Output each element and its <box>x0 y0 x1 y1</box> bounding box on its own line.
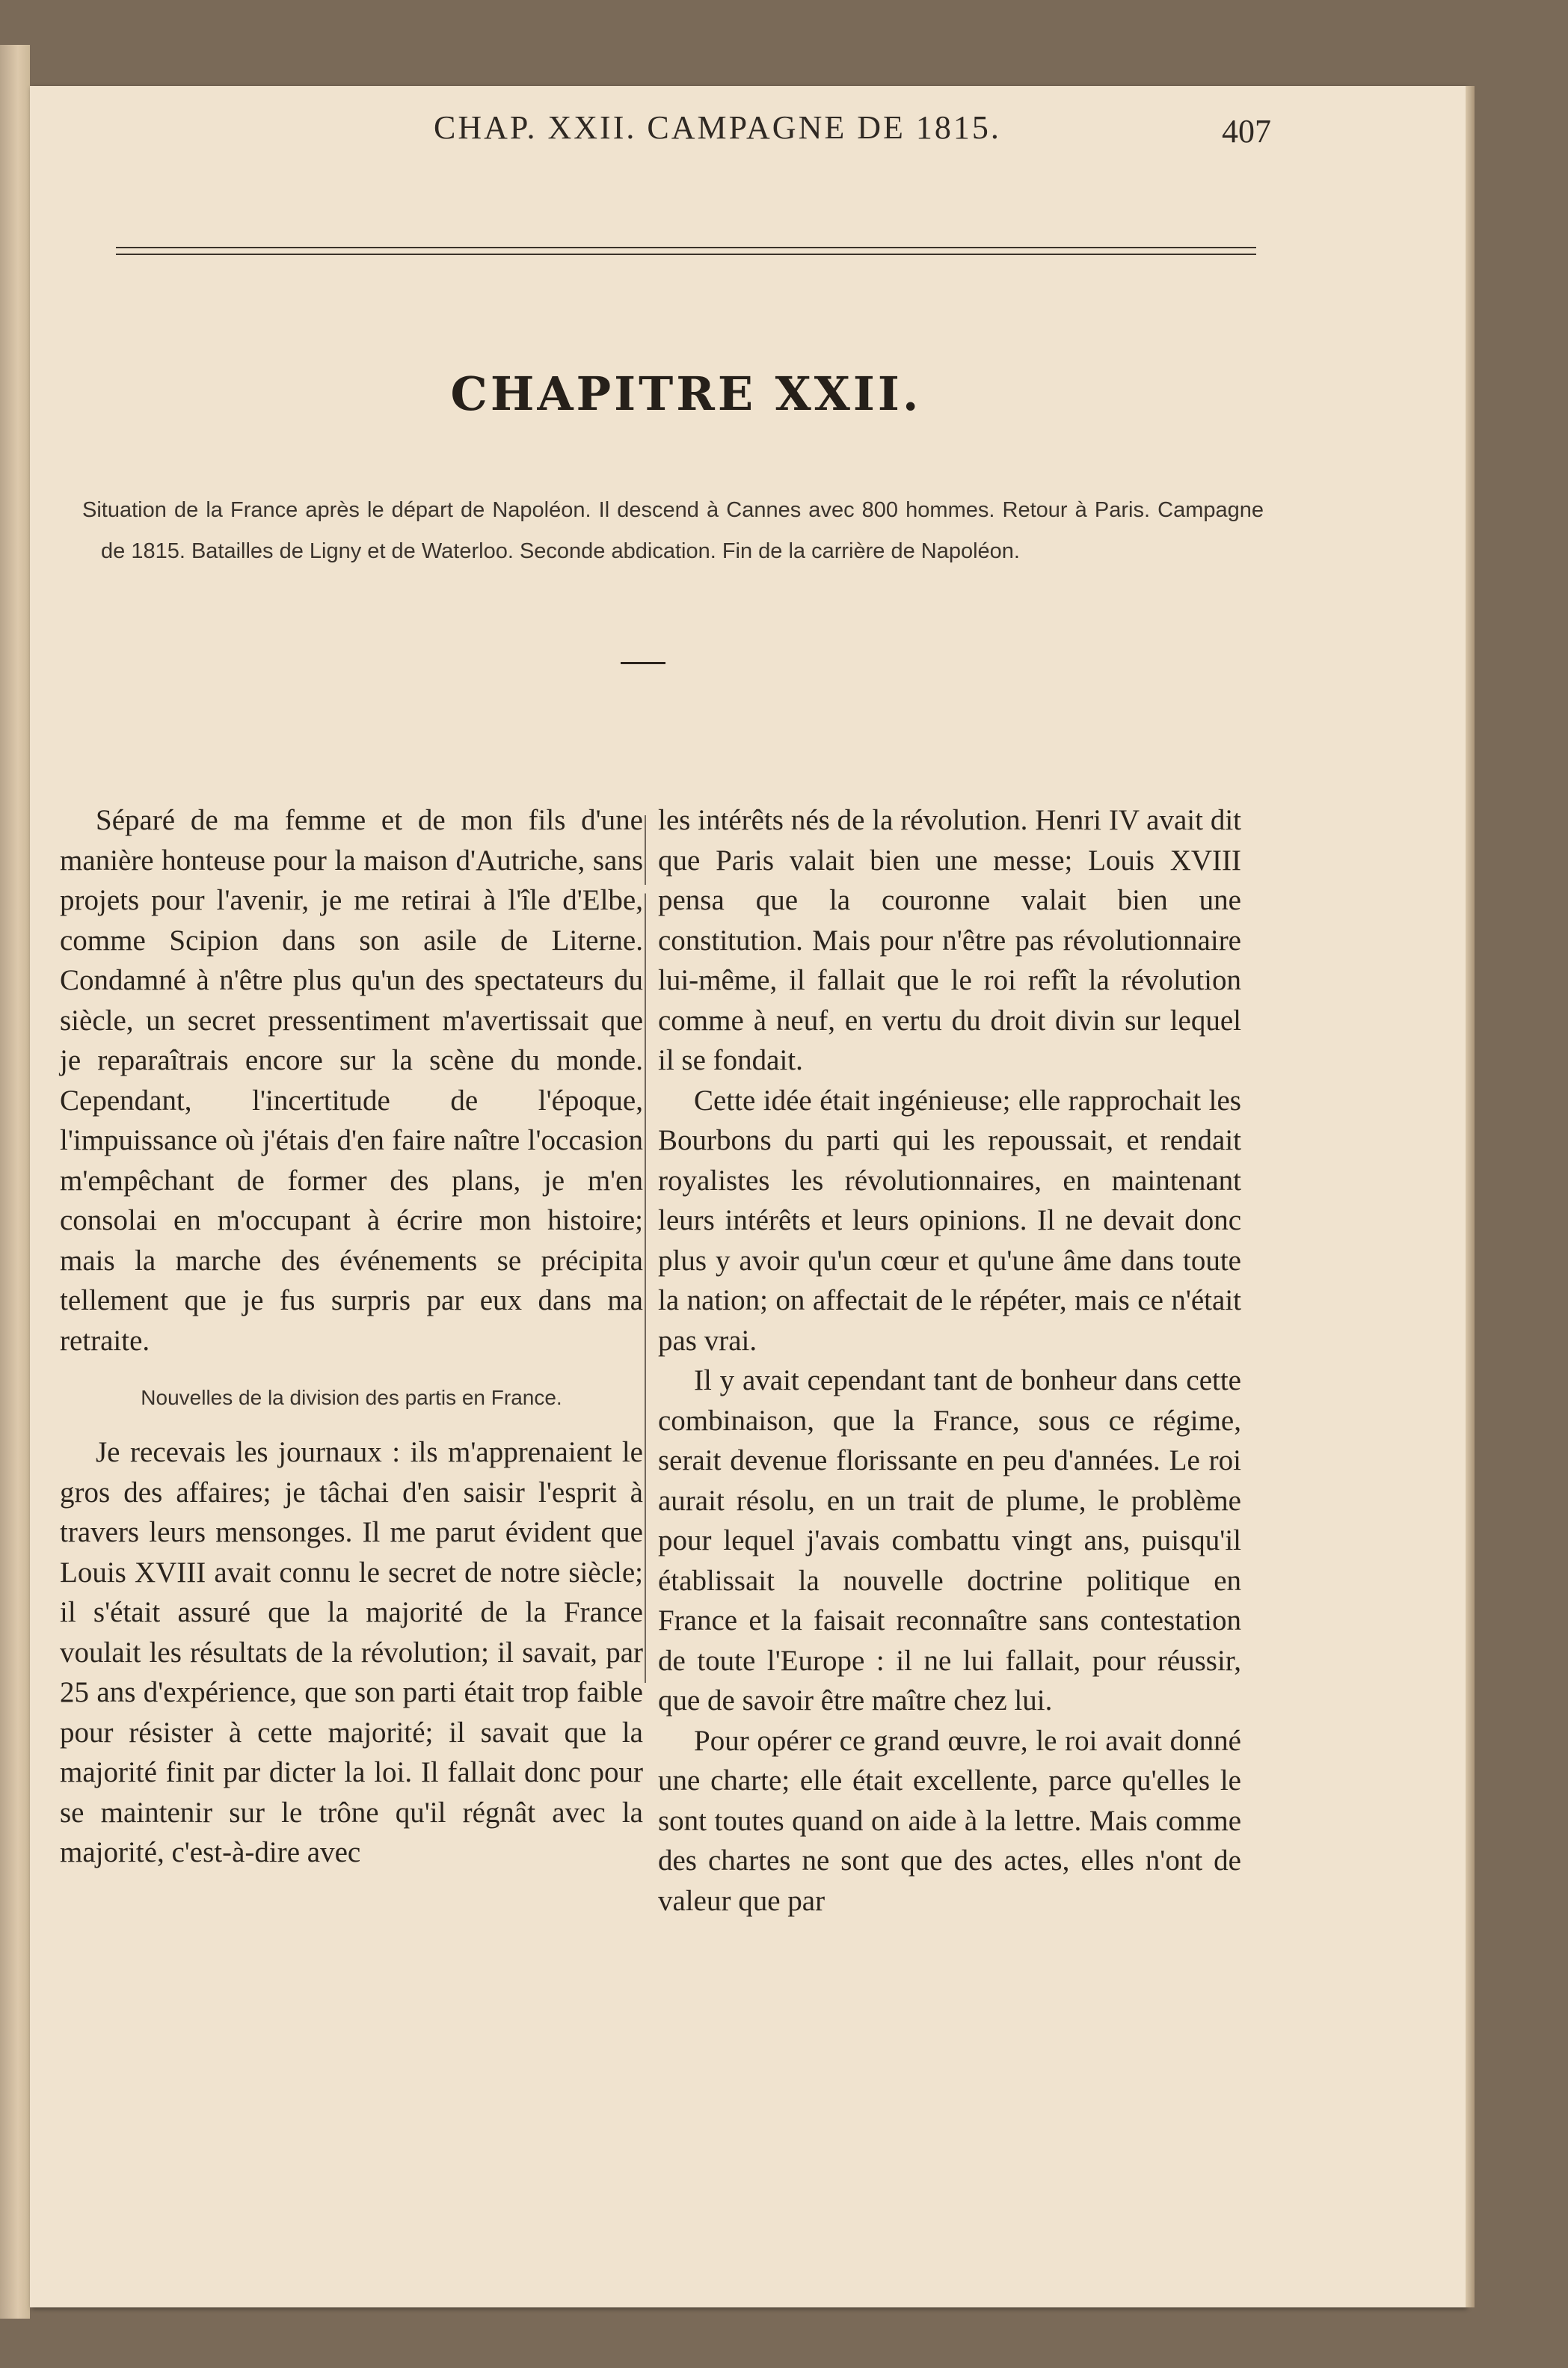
chapter-summary: Situation de la France après le départ de Napoléon. Il descend à Cannes avec 800 hommes. Retour à Paris. Campagne de 1815. Batailles de Ligny et de Waterloo. Seconde abdication. Fin de la carrière de Napoléon. <box>82 498 1264 563</box>
running-head: CHAP. XXII. CAMPAGNE DE 1815. <box>434 109 1001 146</box>
left-column <box>60 800 643 1873</box>
right-paragraph-2: Cette idée était ingénieuse; elle rapprochait les Bourbons du parti qui les repoussait, et rendait royalistes les révolutionnaires, en maintenant leurs intérêts et leurs opinions. Il ne devait donc plus y avoir qu'un cœur et qu'une âme dans toute la nation; on affectait de le répéter, mais ce n'était pas vrai. <box>658 1084 1241 1357</box>
right-paragraph-4: Pour opérer ce grand œuvre, le roi avait donné une charte; elle était excellente, parce qu'elles le sont toutes quand on aide à la lettre. Mais comme des chartes ne sont que des actes, elles n'ont de valeur que par <box>658 1724 1241 1917</box>
page-edge-shadow <box>1466 86 1475 2307</box>
page-number: 407 <box>1222 113 1271 150</box>
chapter-title: CHAPITRE XXII. <box>450 366 922 421</box>
left-paragraph-2: Je recevais les journaux : ils m'apprenaient le gros des affaires; je tâchai d'en saisir l'esprit à travers leurs mensonges. Il me parut évident que Louis XVIII avait connu le secret de notre siècle; il s'était assuré que la majorité de la France voulait les résultats de la révolution; il savait, par 25 ans d'expérience, que son parti était trop faible pour résister à cette majorité; il savait que la majorité finit par dicter la loi. Il fallait donc pour se maintenir sur le trône qu'il régnât avec la majorité, c'est-à-dire avec <box>60 1436 643 1868</box>
header-rule-top <box>116 247 1256 248</box>
left-paragraph-1: Séparé de ma femme et de mon fils d'une manière honteuse pour la maison d'Autriche, sans projets pour l'avenir, je me retirai à l'île d'Elbe, comme Scipion dans son asile de Literne. Condamné à n'être plus qu'un des spectateurs du siècle, un secret pressentiment m'avertissait que je reparaîtrais encore sur la scène du monde. Cependant, l'incertitude de l'époque, l'impuissance où j'étais d'en faire naître l'occasion m'empêchant de former des plans, je m'en consolai en m'occupant à écrire mon histoire; mais la marche des événements se précipita tellement que je fus surpris par eux dans ma retraite. <box>60 804 643 1357</box>
right-paragraph-1: les intérêts nés de la révolution. Henri IV avait dit que Paris valait bien une messe; Louis XVIII pensa que la couronne valait bien une constitution. Mais pour n'être pas révolutionnaire lui-même, il fallait que le roi refît la révolution comme à neuf, en vertu du droit divin sur lequel il se fondait. <box>658 804 1241 1076</box>
section-dash <box>621 662 665 664</box>
sidenote: Nouvelles de la division des partis en France. <box>141 1386 562 1409</box>
right-paragraph-3: Il y avait cependant tant de bonheur dans cette combinaison, que la France, sous ce régime, serait devenue florissante en peu d'années. Le roi aurait résolu, en un trait de plume, le problème pour lequel j'avais combattu vingt ans, puisqu'il établissait la nouvelle doctrine politique en France et la faisait reconnaître sans contestation de toute l'Europe : il ne lui fallait, pour réussir, que de savoir être maître chez lui. <box>658 1364 1241 1717</box>
header-rule-bottom <box>116 254 1256 255</box>
right-column <box>658 800 1241 1921</box>
column-divider <box>645 815 646 1683</box>
facing-page-edge <box>0 45 30 2319</box>
